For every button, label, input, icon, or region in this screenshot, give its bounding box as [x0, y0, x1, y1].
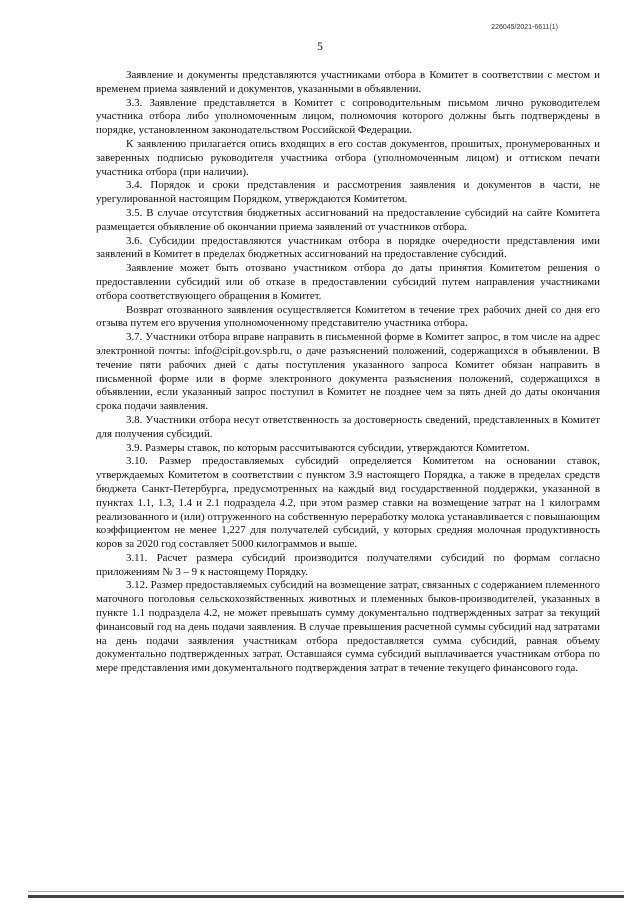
page-number: 5 [317, 41, 323, 53]
paragraph: 3.9. Размеры ставок, по которым рассчитываются субсидии, утверждаются Комитетом. [126, 441, 530, 454]
document-body [96, 69, 600, 676]
paragraph: 3.3. Заявление представляется в Комитет с сопроводительным письмом лично руководителем участника отбора либо уполномоченным лицом, полномочия которого должны быть подтверждены в порядке, установленном законодательством Российской Федерации. [96, 96, 600, 137]
scan-edge-line [28, 895, 624, 898]
paragraph: 3.6. Субсидии предоставляются участникам отбора в порядке очередности представления ими заявлений в Комитет в пределах бюджетных ассигнований на предоставление субсидий. [96, 234, 600, 261]
paragraph: 3.4. Порядок и сроки представления и рассмотрения заявления и документов в части, не урегулированной настоящим Порядком, утверждаются Комитетом. [96, 179, 600, 206]
paragraph: 3.11. Расчет размера субсидий производится получателями субсидий по формам согласно приложениям № 3 – 9 к настоящему Порядку. [96, 551, 600, 578]
paragraph: Заявление может быть отозвано участником отбора до даты принятия Комитетом решения о предоставлении субсидий или об отказе в предоставлении субсидий путем направления участниками отбора соответствующего обращения в Комитет. [96, 262, 600, 302]
paragraph: Заявление и документы представляются участниками отбора в Комитет в соответствии с местом и временем приема заявлений и документов, указанными в объявлении. [96, 69, 600, 95]
paragraph: 3.5. В случае отсутствия бюджетных ассигнований на предоставление субсидий на сайте Комитета размещается объявление об окончании приема заявлений от участников отбора. [96, 206, 600, 233]
paragraph: 3.10. Размер предоставляемых субсидий определяется Комитетом на основании ставок, утверждаемых Комитетом в соответствии с пунктом 3.9 настоящего Порядка, а также в пределах средств бюджета Санкт-Петербурга, предусмотренных на каждый вид государственной поддержки, указанной в пунктах 1.1, 1.3, 1.4 и 2.1 подраздела 4.2, при этом размер ставки на возмещение затрат на 1 килограмм реализованного и (или) отгруженного на собственную переработку молока устанавливается с повышающим коэффициентом не менее 1,227 для получателей субсидий, у которых средняя молочная продуктивность коров за 2020 год составляет 5000 килограммов и выше. [96, 455, 600, 551]
paragraph: Возврат отозванного заявления осуществляется Комитетом в течение трех рабочих дней со дня его отзыва путем его вручения уполномоченному представителю участника отбора. [96, 303, 600, 330]
document-id: 226045/2021-6611(1) [491, 24, 558, 31]
paragraph: 3.12. Размер предоставляемых субсидий на возмещение затрат, связанных с содержанием племенного маточного поголовья сельскохозяйственных животных и племенных быков-производителей, указанных в пункте 1.1 подраздела 4.2, не может превышать сумму документально подтвержденных затрат за текущий финансовый год на день подачи заявления. В случае превышения расчетной суммы субсидий над затратами на день подачи заявления участникам отбора предоставляется сумма субсидий, равная объему документально подтвержденных затрат. Оставшаяся сумма субсидий выплачивается участникам отбора по мере представления ими документального подтверждения затрат в течение текущего финансового года. [96, 579, 600, 675]
paragraph: 3.7. Участники отбора вправе направить в письменной форме в Комитет запрос, в том числе на адрес электронной почты: info@cipit.gov.spb.ru, о даче разъяснений положений, содержащихся в объявлении. В течение пяти рабочих дней с даты поступления указанного запроса Комитет обязан направить в письменной форме или в форме электронного документа разъяснения положений, содержащихся в объявлении, если указанный запрос поступил в Комитет не позднее чем за пять дней до даты окончания срока подачи заявления. [96, 331, 600, 413]
paragraph: К заявлению прилагается опись входящих в его состав документов, прошитых, пронумерованных и заверенных подписью руководителя участника отбора (уполномоченным лицом) и оттиском печати участника отбора (при наличии). [96, 137, 600, 178]
paragraph: 3.8. Участники отбора несут ответственность за достоверность сведений, представленных в Комитет для получения субсидий. [96, 413, 600, 440]
